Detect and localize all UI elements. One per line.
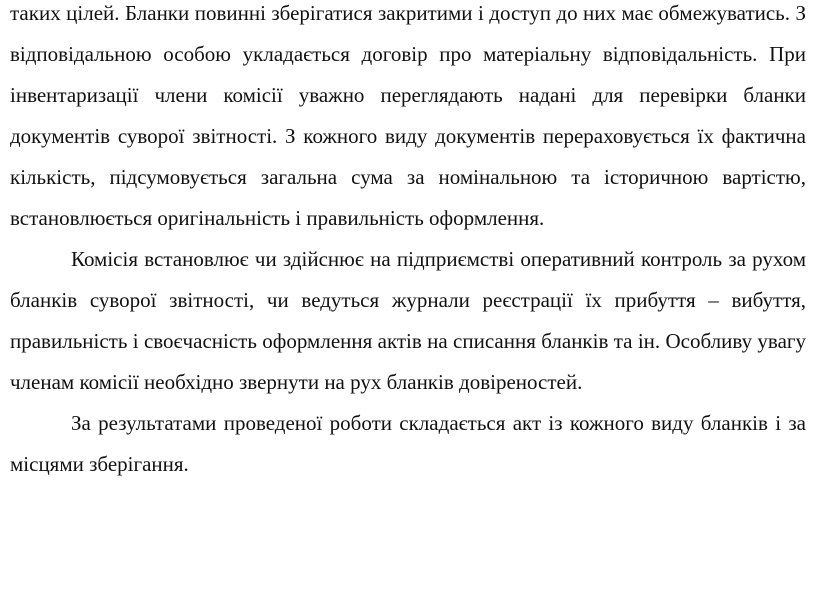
paragraph-continuation: таких цілей. Бланки повинні зберігатися закритими і доступ до них має обмежуватись. З відповідальною особою укладається договір про матеріальну відповідальність. При інвентаризації члени комісії уважно переглядають надані для перевірки бланки документів суворої звітності. З кожного виду документів перераховується їх фактична кількість, підсумовується загальна сума за номінальною та історичною вартістю, встановлюється оригінальність і правильність оформлення. [10,1,806,230]
paragraph-results-act: За результатами проведеної роботи складається акт із кожного виду бланків і за місцями зберігання. [10,411,806,476]
paragraph-commission-control: Комісія встановлює чи здійснює на підприємстві оперативний контроль за рухом бланків суворої звітності, чи ведуться журнали реєстрації їх прибуття – вибуття, правильність і своєчасність оформлення актів на списання бланків та ін. Особливу увагу членам комісії необхідно звернути на рух бланків довіреностей. [10,247,806,394]
